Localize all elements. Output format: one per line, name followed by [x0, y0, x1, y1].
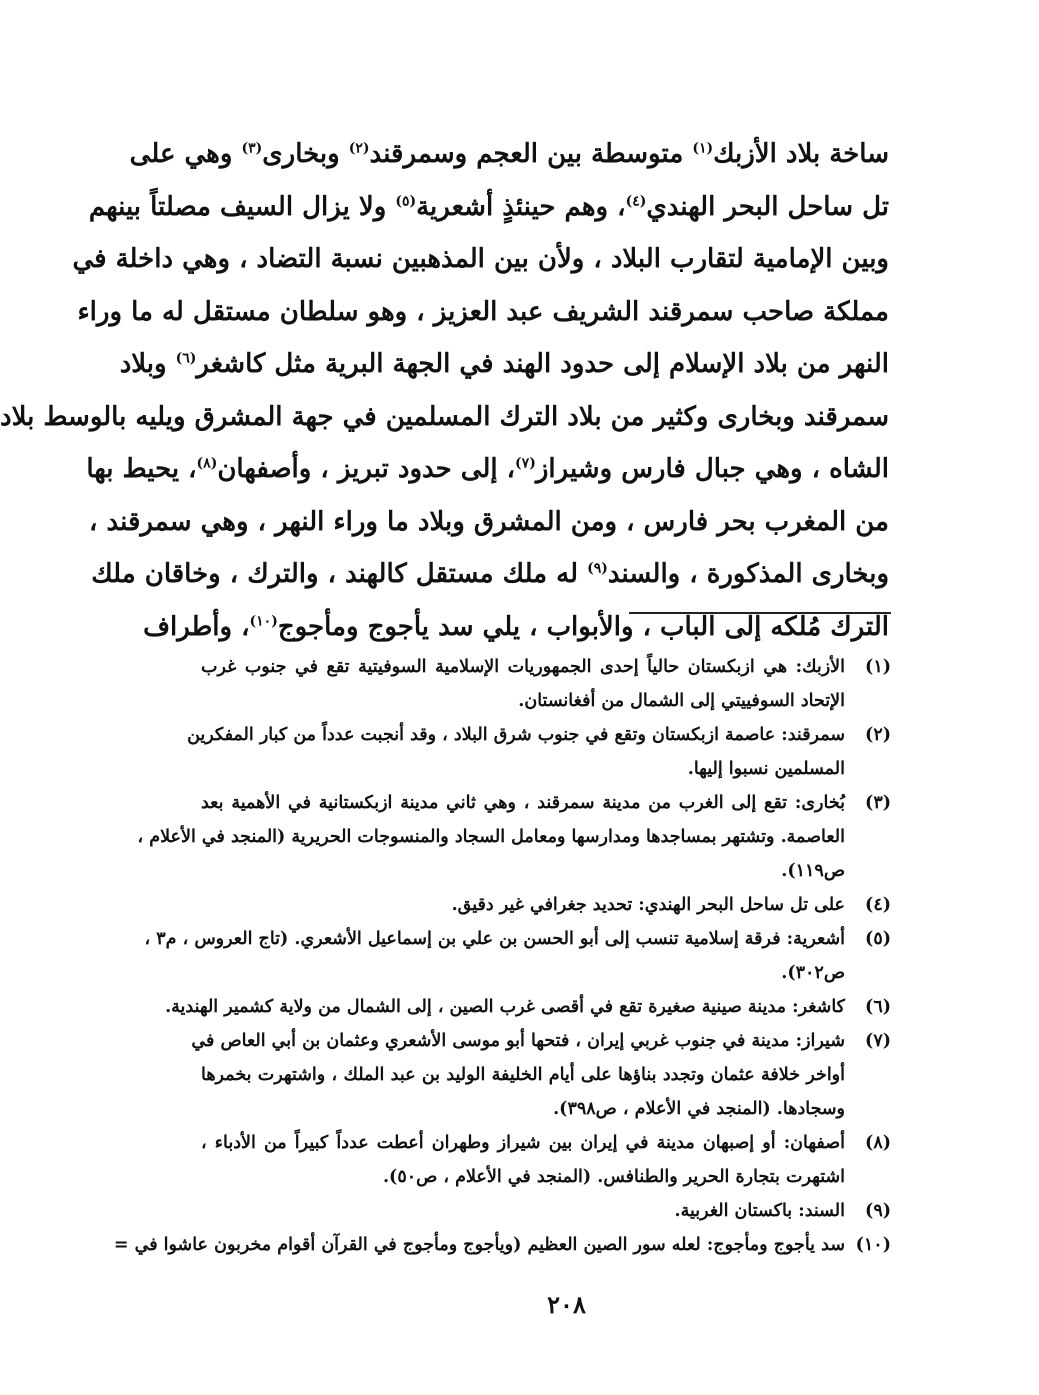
footnote-number: (٤) — [865, 895, 891, 915]
body-line-6: سمرقند وبخارى وكثير من بلاد الترك المسلمين في جهة المشرق ويليه بالوسط بلاد — [0, 401, 889, 432]
text-segment: ساخة بلاد الأزبك — [713, 139, 889, 169]
text-segment: ، وهم حينئذٍ أشعرية — [416, 191, 626, 222]
text-segment: الترك مُلكه إلى الباب ، والأبواب ، يلي سد يأجوج ومأجوج — [277, 611, 889, 642]
footnote-10 — [113, 1228, 891, 1262]
footnote-6 — [165, 990, 891, 1024]
text-segment: وبخارى — [262, 139, 349, 169]
footnote-line: اشتهرت بتجارة الحرير والطنافس. (المنجد في الأعلام ، ص٥٠). — [382, 1167, 845, 1187]
footnote-line: ص١١٩). — [781, 861, 845, 881]
footnote-5 — [144, 922, 891, 990]
footnote-line: سمرقند: عاصمة ازبكستان وتقع في جنوب شرق البلاد ، وقد أنجبت عدداً من كبار المفكرين — [187, 725, 845, 745]
footnote-ref: (٩) — [587, 560, 608, 577]
text-segment: وبخارى المذكورة ، والسند — [607, 559, 889, 589]
footnote-line: أواخر خلافة عثمان وتجدد بناؤها على أيام الخليفة الوليد بن عبد الملك ، واشتهرت بخمرها — [201, 1065, 845, 1085]
footnote-line: الأزبك: هي ازبكستان حالياً إحدى الجمهوريات الإسلامية السوفيتية تقع في جنوب غرب — [201, 657, 845, 677]
text-segment: وهي على — [129, 139, 242, 169]
footnote-separator — [629, 612, 891, 614]
footnote-number: (٥) — [865, 929, 891, 949]
body-line-4: مملكة صاحب سمرقند الشريف عبد العزيز ، وهو سلطان مستقل له ما وراء — [77, 296, 889, 327]
text-segment: ، يحيط بها — [86, 454, 197, 484]
footnote-line: بُخارى: تقع إلى الغرب من مدينة سمرقند ، وهي ثاني مدينة ازبكستانية في الأهمية بعد — [201, 793, 845, 813]
footnote-line: كاشغر: مدينة صينية صغيرة تقع في أقصى غرب الصين ، إلى الشمال من ولاية كشمير الهندية. — [165, 997, 845, 1017]
footnote-line: أصفهان: أو إصبهان مدينة في إيران بين شيراز وطهران أعطت عدداً كبيراً من الأدباء ، — [201, 1133, 845, 1153]
footnote-number: (٢) — [865, 725, 891, 745]
footnote-ref: (٥) — [395, 192, 417, 209]
footnote-ref: (١) — [692, 140, 714, 157]
footnote-line: ص٣٠٢). — [781, 963, 845, 983]
footnote-number: (١) — [865, 657, 891, 677]
text-segment: ولا يزال السيف مصلتاً بينهم — [88, 191, 396, 222]
footnote-line: على تل ساحل البحر الهندي: تحديد جغرافي غير دقيق. — [451, 895, 845, 915]
footnote-ref: (٨) — [196, 455, 218, 472]
page-number: ٢٠٨ — [547, 1290, 586, 1319]
footnote-ref: (٣) — [241, 140, 263, 157]
body-line-2 — [88, 181, 889, 234]
footnote-line: السند: باكستان الغربية. — [674, 1201, 845, 1221]
footnote-2 — [187, 718, 891, 786]
footnote-line: العاصمة. وتشتهر بمساجدها ومدارسها ومعامل السجاد والمنسوجات الحريرية (المنجد في الأعلام ، — [137, 827, 845, 847]
footnote-4 — [201, 888, 891, 922]
body-line-5 — [119, 338, 889, 391]
footnote-line: وسجادها. (المنجد في الأعلام ، ص٣٩٨). — [553, 1099, 845, 1119]
body-line-10 — [143, 601, 889, 654]
footnote-number: (٧) — [865, 1031, 891, 1051]
footnote-number: (٨) — [865, 1133, 891, 1153]
text-segment: وبلاد — [119, 349, 176, 379]
body-line-8: من المغرب بحر فارس ، ومن المشرق وبلاد ما وراء النهر ، وهي سمرقند ، — [89, 506, 889, 537]
footnote-number: (٩) — [865, 1201, 891, 1221]
text-segment: ، إلى حدود تبريز ، وأصفهان — [217, 454, 516, 484]
footnote-number: (٣) — [865, 793, 891, 813]
footnote-ref: (١٠) — [249, 612, 278, 629]
footnote-ref: (٤) — [625, 192, 647, 209]
footnote-line: المسلمين نسبوا إليها. — [687, 759, 845, 779]
footnote-1 — [201, 650, 891, 718]
footnote-ref: (٧) — [515, 455, 536, 472]
text-segment: تل ساحل البحر الهندي — [646, 191, 889, 222]
footnote-number: (٦) — [865, 997, 891, 1017]
footnote-number: (١٠) — [855, 1235, 891, 1255]
text-segment: الشاه ، وهي جبال فارس وشيراز — [535, 454, 889, 484]
footnote-line: شيراز: مدينة في جنوب غربي إيران ، فتحها أبو موسى الأشعري وعثمان بن أبي العاص في — [191, 1031, 845, 1051]
body-line-3: وبين الإمامية لتقارب البلاد ، ولأن بين المذهبين نسبة التضاد ، وهي داخلة في — [72, 244, 889, 274]
body-line-7 — [86, 443, 889, 496]
text-segment: ، وأطراف — [143, 611, 250, 642]
footnote-line: سد يأجوج ومأجوج: لعله سور الصين العظيم (ويأجوج ومأجوج في القرآن أقوام مخربون عاشوا في = — [113, 1235, 845, 1255]
footnote-7 — [191, 1024, 891, 1126]
footnote-line: الإتحاد السوفييتي إلى الشمال من أفغانستان. — [518, 691, 845, 711]
text-segment: متوسطة بين العجم وسمرقند — [369, 139, 693, 169]
main-text — [0, 128, 889, 653]
footnote-ref: (٦) — [175, 350, 197, 367]
footnotes — [113, 650, 891, 1262]
footnote-3 — [137, 786, 891, 888]
text-segment: النهر من بلاد الإسلام إلى حدود الهند في الجهة البرية مثل كاشغر — [196, 349, 889, 379]
footnote-ref: (٢) — [348, 140, 370, 157]
body-line-9 — [91, 548, 889, 601]
text-segment: له ملك مستقل كالهند ، والترك ، وخاقان ملك — [91, 559, 588, 589]
footnote-line: أشعرية: فرقة إسلامية تنسب إلى أبو الحسن بن علي بن إسماعيل الأشعري. (تاج العروس ، م٣ ، — [144, 929, 845, 949]
footnote-9 — [201, 1194, 891, 1228]
footnote-8 — [201, 1126, 891, 1194]
body-line-1 — [129, 128, 889, 181]
